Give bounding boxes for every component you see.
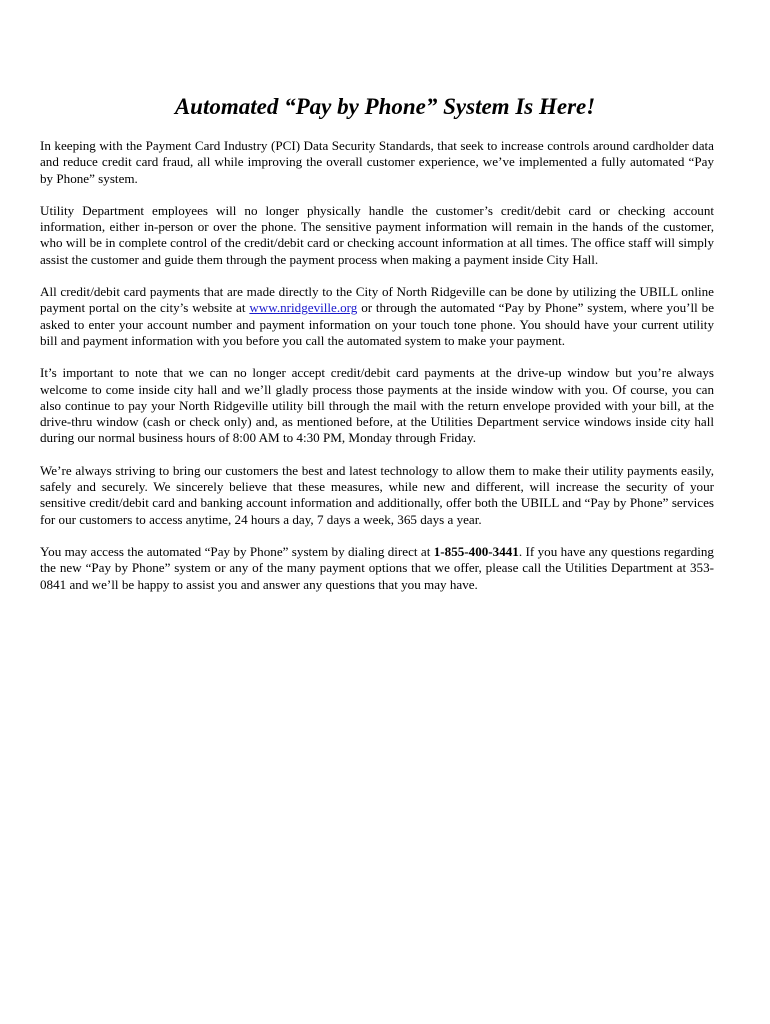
contact-text-end: . If you have any questions regarding the new “Pay by Phone” system or any of the many payment options that we offer, please call the Utilities Department at 353-0841 and we’ll be happy to assist you and answer any questions that you may have. bbox=[40, 543, 714, 592]
paragraph-pci-intro: In keeping with the Payment Card Industry (PCI) Data Security Standards, that seek to increase controls around cardholder data and reduce credit card fraud, all while improving the overall customer experience, we’ve implemented a fully automated “Pay by Phone” system. bbox=[40, 138, 714, 186]
phone-number: 1-855-400-3441 bbox=[433, 543, 519, 559]
contact-text-start: You may access the automated “Pay by Phone” system by dialing direct at bbox=[40, 543, 434, 559]
paragraph-drive-up-window: It’s important to note that we can no longer accept credit/debit card payments at the drive-up window but you’re always welcome to come inside city hall and we’ll gladly process those payments at the inside window with you. Of course, you can also continue to pay your North Ridgeville utility bill through the mail with the return envelope provided with your bill, at the drive-thru window (cash or check only) and, as mentioned before, at the Utilities Department service windows inside city hall during our normal business hours of 8:00 AM to 4:30 PM, Monday through Friday. bbox=[40, 365, 714, 446]
paragraph-payment-options bbox=[40, 284, 714, 349]
paragraph-employee-handling: Utility Department employees will no longer physically handle the customer’s credit/debit card or checking account information, either in-person or over the phone. The sensitive payment information will remain in the hands of the customer, who will be in complete control of the credit/debit card or checking account information at all times. The office staff will simply assist the customer and guide them through the payment process when making a payment inside City Hall. bbox=[40, 202, 714, 267]
payment-options-text-start: All credit/debit card payments that are made directly to the City of North Ridgeville can be done by utilizing the UBILL online payment portal on the city’s website at bbox=[40, 284, 714, 316]
website-link[interactable]: www.nridgeville.org bbox=[249, 300, 358, 316]
payment-options-text-end: or through the automated “Pay by Phone” system, where you’ll be asked to enter your account number and payment information on your touch tone phone. You should have your current utility bill and payment information with you before you call the automated system to make your payment. bbox=[40, 300, 715, 348]
paragraph-technology: We’re always striving to bring our customers the best and latest technology to allow them to make their utility payments easily, safely and securely. We sincerely believe that these measures, while new and different, will increase the security of your sensitive credit/debit card and banking account information and additionally, offer both the UBILL and “Pay by Phone” services for our customers to access anytime, 24 hours a day, 7 days a week, 365 days a year. bbox=[40, 462, 714, 527]
page-title: Automated “Pay by Phone” System Is Here! bbox=[174, 94, 596, 119]
document-body bbox=[40, 138, 714, 609]
paragraph-contact bbox=[40, 544, 714, 593]
